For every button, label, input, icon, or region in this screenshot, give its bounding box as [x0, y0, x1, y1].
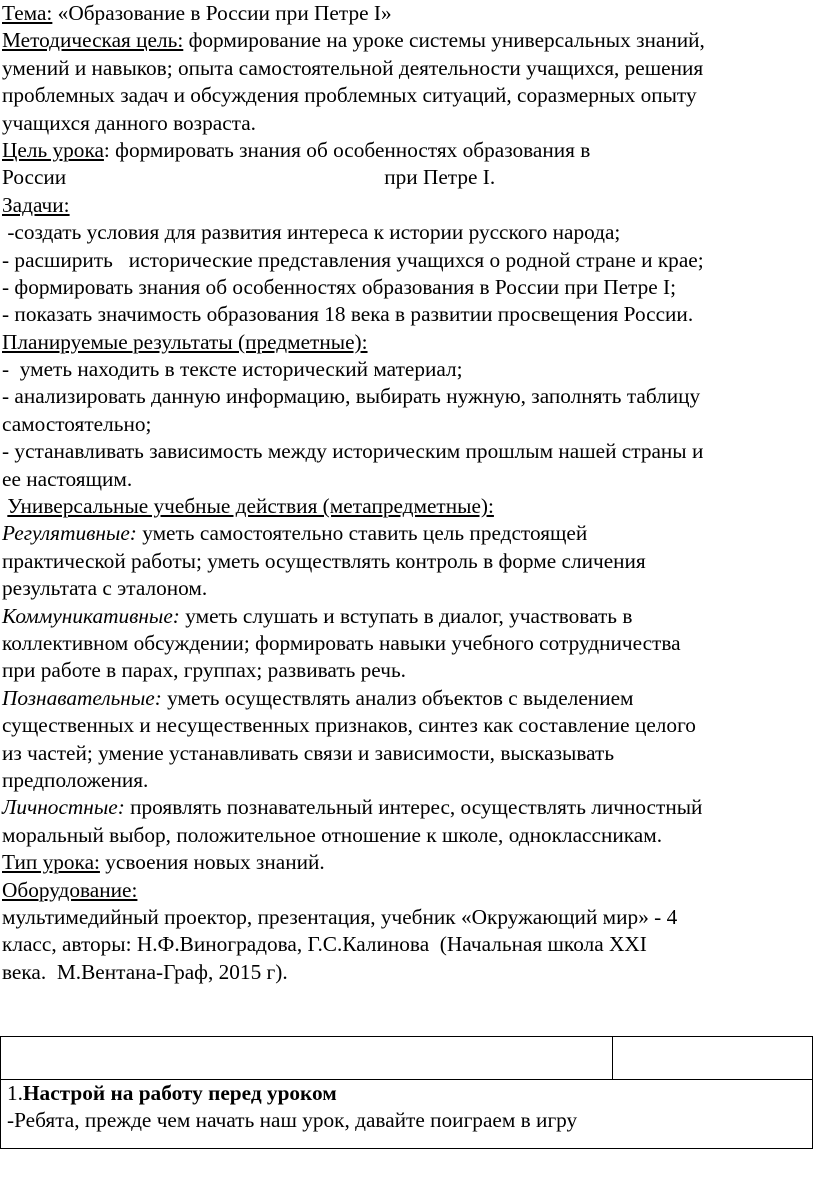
method-goal-line-4: учащихся данного возраста. — [2, 110, 256, 135]
table-row — [1, 1037, 813, 1080]
equipment-label: Оборудование: — [2, 877, 138, 902]
task-item: - формировать знания об особенностях образования в России при Петре I; — [2, 274, 677, 299]
communicative-text: уметь слушать и вступать в диалог, участвовать в — [179, 603, 633, 628]
lesson-plan-table — [0, 1036, 813, 1149]
regulative-text: уметь самостоятельно ставить цель предстоящей — [136, 521, 588, 546]
step-number: 1. — [7, 1081, 23, 1105]
lesson-type-value: усвоения новых знаний. — [99, 850, 325, 875]
lesson-goal-text: : формировать знания об особенностях образования в — [103, 137, 591, 162]
method-goal-label: Методическая цель: — [2, 28, 184, 53]
equipment-line: мультимедийный проектор, презентация, учебник «Окружающий мир» - 4 — [2, 904, 678, 929]
cognitive-text: уметь осуществлять анализ объектов с выделением — [161, 685, 634, 710]
step-text: -Ребята, прежде чем начать наш урок, давайте поиграем в игру — [7, 1108, 578, 1133]
cognitive-line-1 — [2, 685, 814, 712]
step-heading — [7, 1080, 812, 1107]
planned-result-line: - анализировать данную информацию, выбирать нужную, заполнять таблицу — [2, 384, 701, 409]
lesson-goal-left: России — [2, 165, 67, 190]
tasks-heading — [2, 192, 814, 219]
regulative-line-2: практической работы; уметь осуществлять контроль в форме сличения — [2, 548, 646, 573]
task-item: - показать значимость образования 18 века в развитии просвещения России. — [2, 302, 694, 327]
personal-line-2: моральный выбор, положительное отношение к школе, одноклассникам. — [2, 822, 663, 847]
task-item: -создать условия для развития интереса к истории русского народа; — [2, 220, 621, 245]
communicative-line-3: при работе в парах, группах; развивать речь. — [2, 658, 406, 683]
planned-results-label: Планируемые результаты (предметные): — [2, 329, 368, 354]
table-row — [1, 1080, 813, 1149]
topic-value: «Образование в России при Петре I» — [52, 1, 392, 25]
cognitive-line-4: предположения. — [2, 767, 149, 792]
lesson-goal-label: Цель урока — [2, 137, 104, 162]
task-item: - расширить исторические представления учащихся о родной стране и крае; — [2, 247, 704, 272]
personal-line-1 — [2, 794, 814, 821]
topic-line — [2, 0, 814, 27]
lesson-goal-line-2 — [2, 164, 814, 191]
topic-label: Тема: — [2, 1, 53, 25]
planned-result-line: - устанавливать зависимость между историческим прошлым нашей страны и — [2, 439, 704, 464]
equipment-line: века. М.Вентана-Граф, 2015 г). — [2, 959, 288, 984]
table-cell — [612, 1037, 812, 1080]
cognitive-label: Познавательные: — [2, 685, 162, 710]
planned-result-line: - уметь находить в тексте исторический материал; — [2, 357, 463, 382]
personal-label: Личностные: — [2, 795, 125, 820]
equipment-heading — [2, 877, 814, 904]
uud-heading — [2, 493, 814, 520]
planned-results-heading — [2, 329, 814, 356]
regulative-label: Регулятивные: — [2, 521, 137, 546]
method-goal-text: формирование на уроке системы универсальных знаний, — [183, 28, 705, 53]
uud-label: Универсальные учебные действия (метапредметные): — [7, 494, 494, 519]
lesson-type-label: Тип урока: — [2, 850, 100, 875]
planned-result-line: ее настоящим. — [2, 466, 133, 491]
planned-result-line: самостоятельно; — [2, 411, 152, 436]
regulative-line-1 — [2, 520, 814, 547]
communicative-line-2: коллективном обсуждении; формировать навыки учебного сотрудничества — [2, 630, 681, 655]
method-goal-line-2: умений и навыков; опыта самостоятельной деятельности учащихся, решения — [2, 55, 704, 80]
tasks-label: Задачи: — [2, 192, 70, 217]
method-goal-line-1 — [2, 27, 814, 54]
table-cell — [1, 1037, 613, 1080]
personal-text: проявлять познавательный интерес, осуществлять личностный — [124, 795, 703, 820]
regulative-line-3: результата с эталоном. — [2, 576, 208, 601]
method-goal-line-3: проблемных задач и обсуждения проблемных ситуаций, соразмерных опыту — [2, 83, 697, 108]
communicative-line-1 — [2, 603, 814, 630]
lesson-type-line — [2, 849, 814, 876]
cognitive-line-3: из частей; умение устанавливать связи и зависимости, высказывать — [2, 740, 615, 765]
equipment-line: класс, авторы: Н.Ф.Виноградова, Г.С.Калинова (Начальная школа XXI — [2, 932, 647, 957]
lesson-goal-line-1 — [2, 137, 814, 164]
cognitive-line-2: существенных и несущественных признаков, синтез как составление целого — [2, 713, 696, 738]
step-title: Настрой на работу перед уроком — [22, 1081, 337, 1105]
communicative-label: Коммуникативные: — [2, 603, 180, 628]
table-cell-step — [1, 1080, 813, 1149]
lesson-goal-right: при Петре I. — [384, 165, 496, 190]
